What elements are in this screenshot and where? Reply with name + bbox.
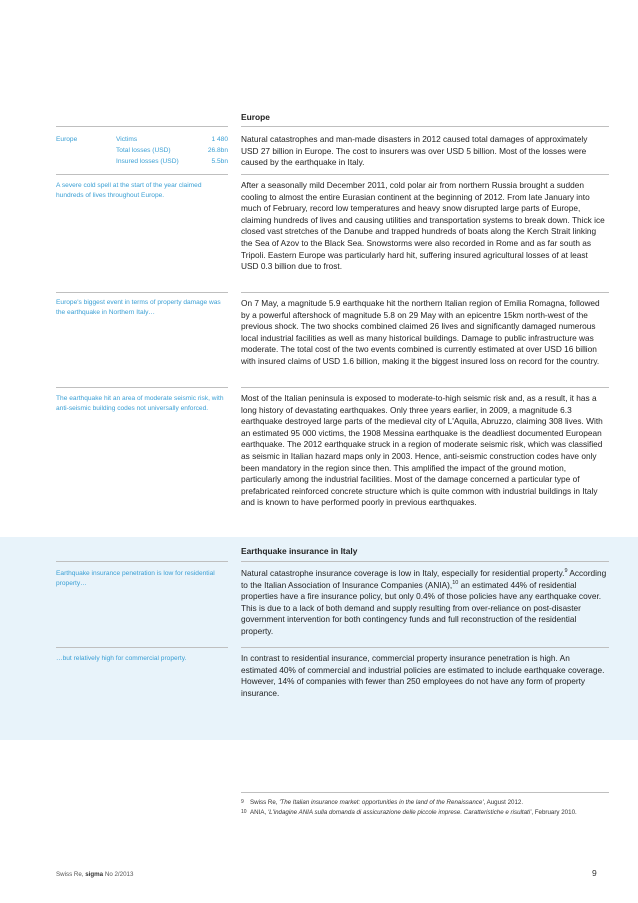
sidenote-seismic-risk: The earthquake hit an area of moderate seismic risk, with anti-seismic building codes not universally enforced. bbox=[56, 395, 224, 412]
footnote-number: 9 bbox=[241, 799, 244, 805]
footnote-date: , February 2010. bbox=[531, 808, 577, 816]
page-number: 9 bbox=[592, 868, 597, 878]
footnote-title: 'The Italian insurance market: opportunities in the land of the Renaissance' bbox=[279, 799, 484, 806]
sidebar-rule bbox=[56, 561, 228, 562]
sidenote-cold-spell: A severe cold spell at the start of the year claimed hundreds of lives throughout Europe. bbox=[56, 182, 202, 199]
paragraph-rule bbox=[241, 647, 609, 648]
paragraph-cold-spell: After a seasonally mild December 2011, cold polar air from northern Russia brought a sudden cooling to almost the entire Eurasian continent at the beginning of 2012. From late January into much of February, record low temperatures and heavy snow disrupted large parts of Europe, claiming hundreds of lives and causing utilities and transportation systems to break down. Thick ice closed vast stretches of the Danube and trapped hundreds of boats along the Kerch Strait linking the Sea of Azov to the Black Sea. Snowstorms were also recorded in Rome and as far south as Tripoli. Eastern Europe was particularly hard hit, suffering insured agricultural losses of at least USD 0.3 billion due to frost. bbox=[241, 180, 605, 272]
footnote-source: ANIA, bbox=[250, 808, 268, 816]
footnote-10 bbox=[241, 809, 607, 818]
heading-rule bbox=[241, 126, 609, 127]
sidebar-rule bbox=[56, 647, 228, 648]
paragraph-europe-summary: Natural catastrophes and man-made disasters in 2012 caused total damages of approximately USD 27 billion in Europe. The cost to insurers was over USD 5 billion. Most of the losses were caused by the earthquake in Italy. bbox=[241, 134, 588, 168]
paragraph-rule bbox=[241, 174, 609, 175]
sidebar-rule bbox=[56, 174, 228, 175]
stats-label: Total losses (USD) bbox=[116, 147, 171, 154]
stats-value: 1 480 bbox=[211, 136, 228, 143]
footer-series: sigma bbox=[85, 871, 104, 878]
paragraph-seismic-history: Most of the Italian peninsula is exposed to moderate-to-high seismic risk and, as a result, it has a long history of devastating earthquakes. Only three years earlier, in 2009, a magnitude 6.3 earthquake destroyed large parts of the medieval city of L'Aquila, Abruzzo, claiming 308 lives. With an estimated 95 000 victims, the 1908 Messina earthquake is the deadliest documented European earthquake. The 2012 earthquake struck in a region of moderate seismic risk, which was classified as seismic in Italian hazard maps only in 2003. Hence, anti-seismic construction codes have only been mandatory in the region since then. This amplified the impact of the ground motion, particularly among the industrial facilities. Most of the damage concerned a particular type of prefabricated reinforced concrete structure which is quite common with industrial buildings in Italy and is known to have performed poorly in previous earthquakes. bbox=[241, 393, 603, 508]
footnote-source: Swiss Re, bbox=[250, 799, 280, 806]
stats-label: Victims bbox=[116, 136, 138, 143]
sidebar-rule bbox=[56, 126, 228, 127]
stats-label: Insured losses (USD) bbox=[116, 158, 179, 165]
footnote-date: , August 2012. bbox=[483, 799, 524, 806]
footnote-9 bbox=[241, 799, 607, 808]
paragraph-rule bbox=[241, 387, 609, 388]
paragraph-text: an estimated 44% of residential properties have a fire insurance policy, but only 0.4% of those policies have any earthquake cover. This is due to a lack of both demand and supply resulting from over-reliance on post-disaster government intervention for both contingency funds and full reconstruction of the residential property. bbox=[241, 579, 602, 636]
paragraph-residential-coverage bbox=[241, 568, 607, 638]
footnote-ref: 10 bbox=[452, 579, 459, 586]
footnote-ref: 9 bbox=[564, 568, 568, 575]
sidebar-rule bbox=[56, 387, 228, 388]
section-heading-italy: Earthquake insurance in Italy bbox=[241, 546, 358, 556]
paragraph-earthquake: On 7 May, a magnitude 5.9 earthquake hit the northern Italian region of Emilia Romagna, followed by a powerful aftershock of magnitude 5.8 on 29 May with an epicentre 15km north-west of the previous shock. The two shocks combined claimed 26 lives and significantly damaged numerous local industrial facilities as well as many historical buildings. Damage to public infrastructure was moderate. The total cost of the two events combined is currently estimated at over USD 16 billion with insured claims of USD 1.6 billion, making it the biggest insured loss on record for the country. bbox=[241, 298, 600, 366]
sidenote-biggest-event: Europe's biggest event in terms of property damage was the earthquake in Northern Italy… bbox=[56, 299, 221, 316]
footnote-rule bbox=[241, 792, 609, 793]
footnote-title: 'L'indagine ANIA sulla domanda di assicurazione delle piccole imprese. Caratteristiche e risultati' bbox=[267, 808, 532, 816]
sidenote-commercial: …but relatively high for commercial property. bbox=[56, 655, 187, 662]
stats-region: Europe bbox=[56, 136, 78, 143]
stats-value: 5.5bn bbox=[211, 158, 228, 165]
footer-publication bbox=[56, 871, 133, 878]
heading-rule bbox=[241, 561, 609, 562]
sidenote-residential: Earthquake insurance penetration is low for residential property… bbox=[56, 570, 215, 587]
sidebar-rule bbox=[56, 292, 228, 293]
footer-publisher: Swiss Re, bbox=[56, 871, 86, 878]
paragraph-text: Natural catastrophe insurance coverage is low in Italy, especially for residential property. bbox=[241, 568, 565, 578]
paragraph-text: According to the Italian Association of Insurance Companies (ANIA), bbox=[241, 568, 607, 590]
section-heading-europe: Europe bbox=[241, 112, 270, 122]
footnote-number: 10 bbox=[241, 808, 247, 815]
stats-value: 26.8bn bbox=[207, 147, 228, 154]
paragraph-rule bbox=[241, 292, 609, 293]
footnotes bbox=[241, 799, 607, 818]
paragraph-commercial-coverage: In contrast to residential insurance, commercial property insurance penetration is high. An estimated 40% of commercial and industrial policies are estimated to include earthquake coverage. However, 14% of companies with fewer than 250 employees do not have any form of property insurance. bbox=[241, 653, 605, 698]
footer-issue: No 2/2013 bbox=[103, 871, 134, 878]
